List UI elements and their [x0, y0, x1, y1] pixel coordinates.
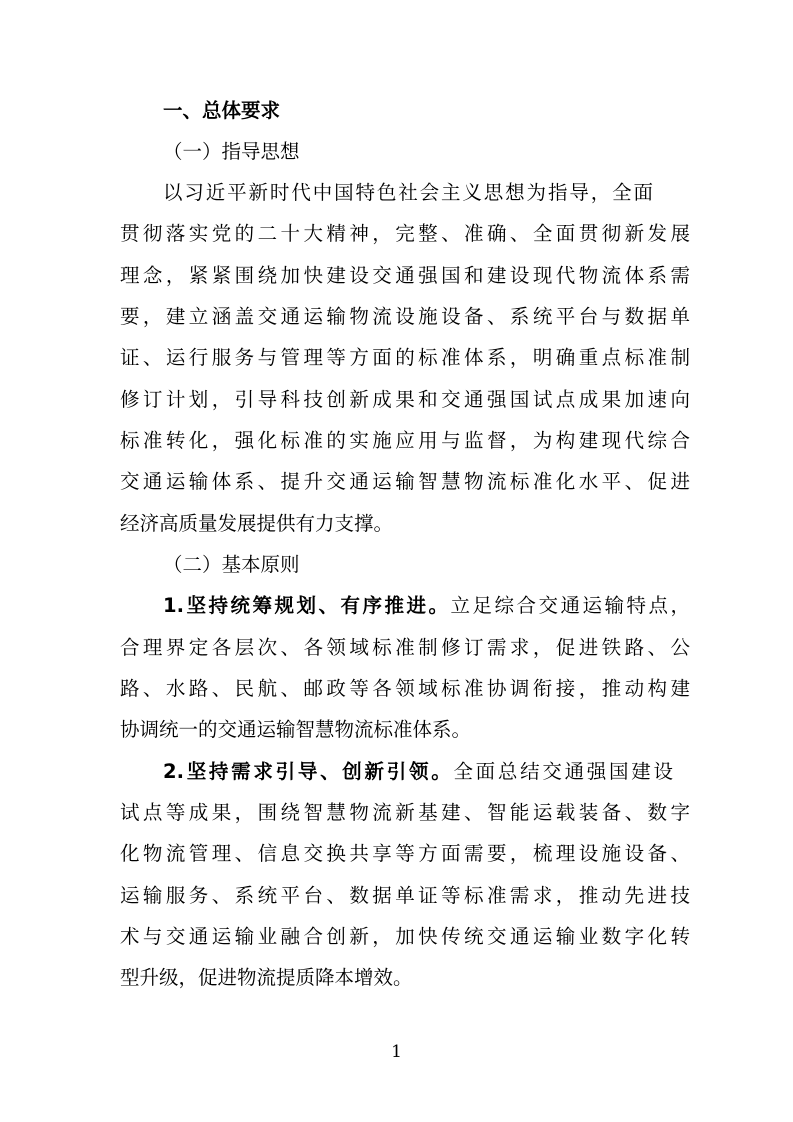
principle-1-text: 立足综合交通运输特点， [450, 594, 690, 617]
section-heading: 一、总体要求 [163, 99, 281, 122]
paragraph-line: 修订计划，引导科技创新成果和交通强国试点成果加速向 [120, 388, 690, 411]
paragraph-line: 以习近平新时代中国特色社会主义思想为指导，全面 [163, 181, 653, 204]
paragraph-line: 贯彻落实党的二十大精神，完整、准确、全面贯彻新发展 [120, 222, 690, 245]
paragraph-line: 证、运行服务与管理等方面的标准体系，明确重点标准制 [120, 346, 690, 369]
subsection-title-basic-principles: （二）基本原则 [163, 553, 300, 576]
paragraph-line: 要，建立涵盖交通运输物流设施设备、系统平台与数据单 [120, 305, 690, 328]
principle-2-title: 2.坚持需求引导、创新引领。 [163, 760, 454, 783]
paragraph-line: 试点等成果，围绕智慧物流新基建、智能运载装备、数字 [120, 801, 690, 824]
paragraph-line: 化物流管理、信息交换共享等方面需要，梳理设施设备、 [120, 842, 690, 865]
paragraph-line: 标准转化，强化标准的实施应用与监督，为构建现代综合 [120, 429, 690, 452]
paragraph-line: 术与交通运输业融合创新，加快传统交通运输业数字化转 [120, 925, 690, 948]
principle-1-first-line [163, 592, 690, 620]
paragraph-line: 路、水路、民航、邮政等各领域标准协调衔接，推动构建 [120, 677, 690, 700]
paragraph-line: 合理界定各层次、各领域标准制修订需求，促进铁路、公 [120, 636, 690, 659]
paragraph-line: 运输服务、系统平台、数据单证等标准需求，推动先进技 [120, 884, 690, 907]
paragraph-line: 理念，紧紧围绕加快建设交通强国和建设现代物流体系需 [120, 264, 690, 287]
principle-1-title: 1.坚持统筹规划、有序推进。 [163, 594, 451, 617]
subsection-title-guiding-ideology: （一）指导思想 [163, 140, 300, 163]
principle-2-first-line [163, 758, 673, 786]
paragraph-line: 经济高质量发展提供有力支撑。 [120, 512, 394, 535]
paragraph-line: 交通运输体系、提升交通运输智慧物流标准化水平、促进 [120, 470, 690, 493]
paragraph-line: 协调统一的交通运输智慧物流标准体系。 [120, 718, 472, 741]
page-number: 1 [391, 1042, 402, 1062]
principle-2-text: 全面总结交通强国建设 [453, 760, 673, 783]
paragraph-line: 型升级，促进物流提质降本增效。 [120, 966, 413, 989]
